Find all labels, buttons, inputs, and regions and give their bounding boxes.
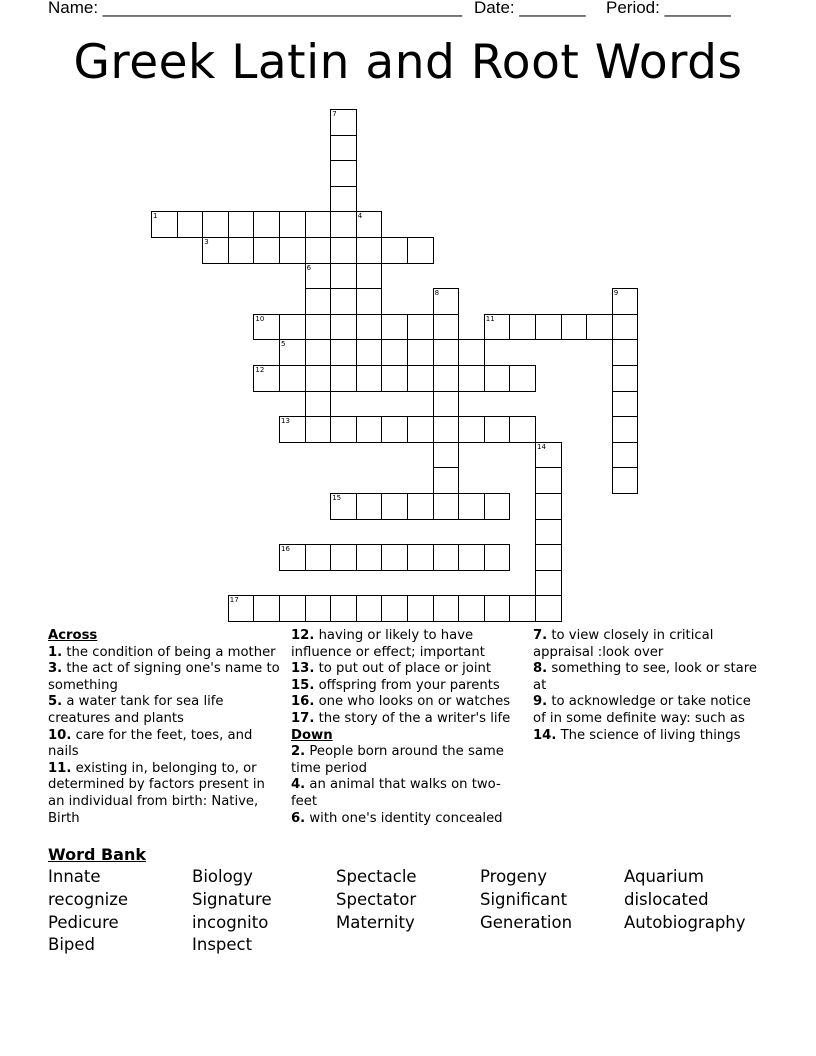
clue-number: 17 — [229, 596, 239, 605]
grid-cell[interactable] — [305, 339, 332, 366]
grid-cell[interactable] — [433, 288, 460, 315]
word-bank-title: Word Bank — [48, 845, 147, 864]
grid-cell[interactable] — [305, 544, 332, 571]
clue-number-label: 2. — [291, 744, 306, 760]
clue-number-label: 10. — [48, 727, 72, 743]
grid-cell[interactable] — [433, 391, 460, 418]
clue-item — [291, 694, 523, 711]
grid-cell[interactable] — [509, 416, 536, 443]
grid-cell[interactable] — [433, 365, 460, 392]
word-bank-item: Biology — [192, 867, 253, 886]
grid-cell[interactable] — [305, 237, 332, 264]
across-clue-list — [48, 645, 280, 828]
clue-number-label: 12. — [291, 628, 315, 643]
grid-cell[interactable] — [535, 595, 562, 622]
grid-cell[interactable] — [458, 416, 485, 443]
grid-cell[interactable] — [612, 467, 639, 494]
word-bank-item: Significant — [480, 889, 568, 909]
clue-item — [291, 777, 523, 810]
clue-item — [533, 694, 758, 727]
clues-column-3 — [533, 628, 758, 744]
grid-cell[interactable] — [279, 595, 306, 622]
clue-number: 1 — [153, 212, 158, 221]
grid-cell[interactable] — [484, 314, 511, 341]
clue-number: 10 — [255, 314, 265, 323]
word-bank-item: Spectacle — [336, 867, 417, 886]
grid-cell[interactable] — [279, 237, 306, 264]
grid-cell[interactable] — [433, 493, 460, 520]
clue-text: an animal that walks on two-feet — [291, 777, 501, 809]
grid-cell[interactable] — [381, 416, 408, 443]
grid-cell[interactable] — [381, 339, 408, 366]
grid-cell[interactable] — [356, 314, 383, 341]
grid-cell[interactable] — [535, 570, 562, 597]
grid-cell[interactable] — [535, 544, 562, 571]
clue-text: offspring from your parents — [314, 677, 500, 693]
grid-cell[interactable] — [279, 416, 306, 443]
clue-item — [291, 661, 523, 678]
grid-cell[interactable] — [356, 237, 383, 264]
clue-number: 14 — [537, 442, 546, 451]
word-bank-item: Biped — [48, 935, 96, 955]
grid-cell[interactable] — [356, 365, 383, 392]
clue-text: care for the feet, toes, and nails — [48, 727, 253, 760]
clue-item — [48, 694, 280, 727]
clue-item — [291, 711, 523, 728]
clue-item — [48, 661, 280, 694]
grid-cell[interactable] — [330, 211, 357, 238]
grid-cell[interactable] — [612, 288, 639, 315]
clue-text: the act of signing one's name to something — [48, 661, 280, 693]
down-heading: Down — [291, 727, 333, 743]
clue-text: to view closely in critical appraisal :look over — [533, 628, 714, 660]
grid-cell[interactable] — [356, 493, 383, 520]
grid-cell[interactable] — [509, 595, 536, 622]
grid-cell[interactable] — [253, 314, 280, 341]
grid-cell[interactable] — [228, 595, 255, 622]
grid-cell[interactable] — [356, 263, 383, 290]
down-clue-list-continued — [533, 628, 758, 744]
grid-cell[interactable] — [561, 314, 588, 341]
clue-number-label: 1. — [48, 644, 63, 660]
clue-text: to put out of place or joint — [314, 661, 492, 677]
clue-text: People born around the same time period — [291, 744, 504, 776]
clue-item — [291, 744, 523, 777]
grid-cell[interactable] — [177, 211, 204, 238]
grid-cell[interactable] — [484, 365, 511, 392]
grid-cell[interactable] — [381, 314, 408, 341]
clue-number-label: 14. — [533, 727, 557, 743]
word-bank-item: Maternity — [336, 912, 415, 932]
grid-cell[interactable] — [381, 595, 408, 622]
grid-cell[interactable] — [305, 288, 332, 315]
grid-cell[interactable] — [305, 391, 332, 418]
grid-cell[interactable] — [535, 467, 562, 494]
grid-cell[interactable] — [151, 211, 178, 238]
clue-item — [291, 811, 523, 828]
grid-cell[interactable] — [407, 365, 434, 392]
grid-cell[interactable] — [330, 314, 357, 341]
across-clue-list-continued — [291, 628, 523, 728]
clue-text: the condition of being a mother — [62, 644, 276, 660]
grid-cell[interactable] — [407, 493, 434, 520]
clue-number: 16 — [281, 545, 290, 554]
clue-item — [533, 661, 758, 694]
clue-number: 11 — [485, 314, 495, 323]
grid-cell[interactable] — [458, 595, 485, 622]
word-bank-item: recognize — [48, 889, 129, 909]
grid-cell[interactable] — [458, 365, 485, 392]
grid-cell[interactable] — [407, 416, 434, 443]
clue-text: one who looks on or watches — [314, 694, 511, 710]
grid-cell[interactable] — [253, 595, 280, 622]
grid-cell[interactable] — [407, 314, 434, 341]
grid-cell[interactable] — [433, 442, 460, 469]
grid-cell[interactable] — [433, 314, 460, 341]
word-bank-item: Progeny — [480, 867, 548, 886]
clue-number: 12 — [255, 366, 265, 374]
period-field[interactable]: Period: _______ — [606, 0, 731, 17]
grid-cell[interactable] — [305, 263, 332, 290]
clue-item — [291, 628, 523, 661]
grid-cell[interactable] — [381, 493, 408, 520]
clue-text: existing in, belonging to, or determined by factors present in an individual from birth: Native, Birth — [48, 760, 265, 826]
student-info-header — [48, 0, 768, 20]
grid-cell[interactable] — [612, 339, 639, 366]
clue-text: The science of living things — [556, 727, 741, 743]
clue-number-label: 5. — [48, 694, 63, 710]
grid-cell[interactable] — [330, 160, 357, 187]
word-bank-item: Spectator — [336, 889, 417, 909]
clue-text: to acknowledge or take notice of in some definite way: such as — [533, 694, 751, 726]
grid-cell[interactable] — [484, 595, 511, 622]
clue-number-label: 13. — [291, 661, 315, 677]
grid-cell[interactable] — [407, 237, 434, 264]
clue-number: 7 — [332, 110, 337, 118]
clue-text: a water tank for sea life creatures and plants — [48, 694, 224, 726]
down-clue-list — [291, 744, 523, 827]
word-bank-item: Autobiography — [624, 912, 746, 932]
word-bank-item: dislocated — [624, 889, 709, 909]
clue-number-label: 16. — [291, 694, 315, 710]
clue-number: 5 — [281, 340, 286, 349]
grid-cell[interactable] — [279, 211, 306, 238]
name-field[interactable]: Name: ______________________________________ — [48, 0, 463, 17]
word-bank-item: Pedicure — [48, 912, 119, 932]
clue-number-label: 17. — [291, 710, 315, 726]
clue-item — [48, 728, 280, 761]
grid-cell[interactable] — [279, 314, 306, 341]
grid-cell[interactable] — [356, 416, 383, 443]
grid-cell[interactable] — [433, 467, 460, 494]
grid-cell[interactable] — [253, 237, 280, 264]
grid-cell[interactable] — [356, 211, 383, 238]
clue-number: 9 — [613, 289, 619, 298]
grid-cell[interactable] — [612, 314, 639, 341]
grid-cell[interactable] — [330, 595, 357, 622]
clue-item — [291, 678, 523, 695]
grid-cell[interactable] — [509, 365, 536, 392]
grid-cell[interactable] — [407, 544, 434, 571]
clue-number-label: 7. — [533, 628, 548, 643]
grid-cell[interactable] — [305, 416, 332, 443]
clue-text: with one's identity concealed — [305, 810, 503, 826]
grid-cell[interactable] — [381, 237, 408, 264]
grid-cell[interactable] — [433, 339, 460, 366]
clue-text: something to see, look or stare at — [533, 661, 757, 693]
clue-number-label: 8. — [533, 661, 548, 677]
grid-cell[interactable] — [330, 365, 357, 392]
grid-cell[interactable] — [407, 339, 434, 366]
grid-cell[interactable] — [407, 595, 434, 622]
grid-cell[interactable] — [484, 493, 511, 520]
word-bank-item: Generation — [480, 912, 573, 932]
grid-cell[interactable] — [330, 544, 357, 571]
clue-text: the story of the a writer's life — [314, 710, 511, 726]
grid-cell[interactable] — [509, 314, 536, 341]
page-title: Greek Latin and Root Words — [73, 35, 743, 90]
grid-cell[interactable] — [433, 595, 460, 622]
grid-cell[interactable] — [356, 595, 383, 622]
grid-cell[interactable] — [458, 544, 485, 571]
grid-cell[interactable] — [586, 314, 613, 341]
clues-column-1 — [48, 628, 280, 827]
grid-cell[interactable] — [330, 109, 357, 136]
across-heading: Across — [48, 628, 98, 643]
grid-cell[interactable] — [279, 339, 306, 366]
grid-cell[interactable] — [330, 493, 357, 520]
clue-number-label: 9. — [533, 694, 548, 710]
clue-number: 4 — [357, 212, 363, 221]
clue-number-label: 15. — [291, 677, 315, 693]
grid-cell[interactable] — [330, 339, 357, 366]
grid-cell[interactable] — [305, 211, 332, 238]
grid-cell[interactable] — [330, 186, 357, 213]
grid-cell[interactable] — [228, 211, 255, 238]
clue-number: 3 — [204, 238, 209, 246]
grid-cell[interactable] — [228, 237, 255, 264]
grid-cell[interactable] — [612, 416, 639, 443]
grid-cell[interactable] — [612, 365, 639, 392]
grid-cell[interactable] — [458, 339, 485, 366]
word-bank-item: Signature — [192, 889, 272, 909]
clue-number: 15 — [332, 494, 342, 502]
grid-cell[interactable] — [433, 544, 460, 571]
clue-item — [48, 761, 280, 827]
grid-cell[interactable] — [612, 442, 639, 469]
grid-cell[interactable] — [356, 288, 383, 315]
grid-cell[interactable] — [305, 314, 332, 341]
grid-cell[interactable] — [381, 365, 408, 392]
clue-number-label: 6. — [291, 810, 306, 826]
grid-cell[interactable] — [330, 135, 357, 162]
grid-cell[interactable] — [330, 263, 357, 290]
word-bank-item: incognito — [192, 912, 269, 932]
clue-text: having or likely to have influence or effect; important — [291, 628, 485, 660]
grid-cell[interactable] — [484, 544, 511, 571]
grid-cell[interactable] — [484, 416, 511, 443]
grid-cell[interactable] — [279, 365, 306, 392]
grid-cell[interactable] — [612, 391, 639, 418]
clues-column-2 — [291, 628, 523, 827]
grid-cell[interactable] — [202, 237, 229, 264]
grid-cell[interactable] — [381, 544, 408, 571]
grid-cell[interactable] — [330, 416, 357, 443]
grid-cell[interactable] — [253, 211, 280, 238]
clue-item — [48, 645, 280, 662]
grid-cell[interactable] — [253, 365, 280, 392]
word-bank-item: Inspect — [192, 935, 253, 955]
word-bank-item: Aquarium — [624, 867, 704, 886]
grid-cell[interactable] — [535, 519, 562, 546]
clue-number: 13 — [281, 417, 290, 426]
clue-number: 6 — [306, 263, 312, 272]
clue-item — [533, 628, 758, 661]
grid-cell[interactable] — [202, 211, 229, 238]
grid-cell[interactable] — [356, 339, 383, 366]
grid-cell[interactable] — [535, 442, 562, 469]
clue-number-label: 3. — [48, 661, 63, 677]
grid-cell[interactable] — [535, 493, 562, 520]
clue-number: 8 — [434, 289, 440, 298]
grid-cell[interactable] — [458, 493, 485, 520]
grid-cell[interactable] — [305, 595, 332, 622]
grid-cell[interactable] — [330, 237, 357, 264]
grid-cell[interactable] — [433, 416, 460, 443]
grid-cell[interactable] — [356, 544, 383, 571]
word-bank-item: Innate — [48, 867, 101, 886]
date-field[interactable]: Date: _______ — [474, 0, 586, 17]
clue-number-label: 4. — [291, 777, 306, 793]
clue-item — [533, 728, 758, 745]
grid-cell[interactable] — [279, 544, 306, 571]
grid-cell[interactable] — [305, 365, 332, 392]
clue-number-label: 11. — [48, 760, 72, 776]
grid-cell[interactable] — [535, 314, 562, 341]
